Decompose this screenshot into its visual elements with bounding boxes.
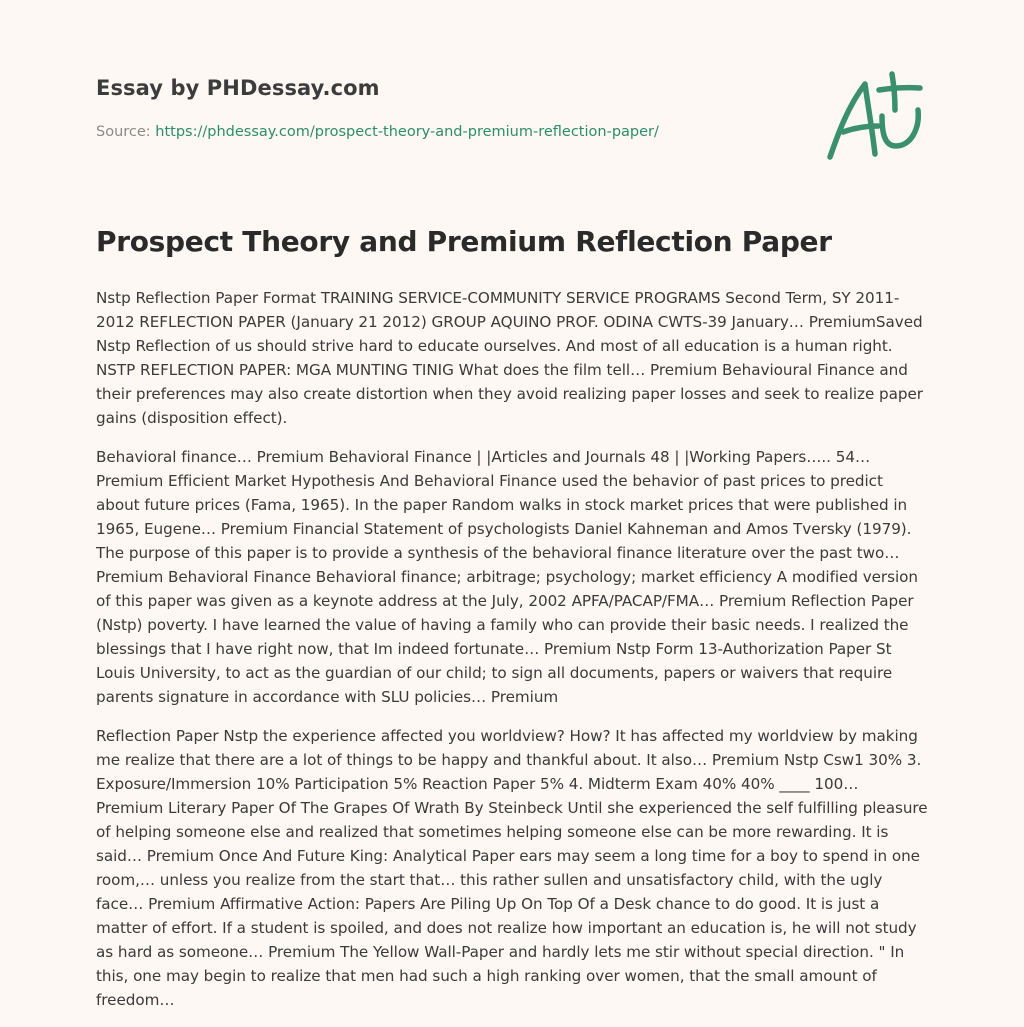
a-plus-logo-icon xyxy=(820,66,930,166)
article-title: Prospect Theory and Premium Reflection Paper xyxy=(96,225,832,258)
paragraph: Reflection Paper Nstp the experience affected you worldview? How? It has affected my worldview by making me realize that there are a lot of things to be happy and thankful about. It also… Premium Nstp Csw1 30% 3. Exposure/Immersion 10% Participation 5% Reaction Paper 5% 4. Midterm Exam 40% 40% ____ 100… Premium Literary Paper Of The Grapes Of Wrath By Steinbeck Until she experienced the self fulfilling pleasure of helping someone else and realized that sometimes helping someone else can be more rewarding. It is said… Premium Once And Future King: Analytical Paper ears may seem a long time for a boy to spend in one room,… unless you realize from the start that… this rather sullen and unsatisfactory child, with the ugly face… Premium Affirmative Action: Papers Are Piling Up On Top Of a Desk chance to do good. It is just a matter of effort. If a student is spoiled, and does not realize how important an education is, he will not study as hard as someone… Premium The Yellow Wall-Paper and hardly lets me stir without special direction. " In this, one may begin to realize that men had such a high ranking over women, that the small amount of freedom… xyxy=(96,727,928,1009)
site-title: Essay by PHDessay.com xyxy=(96,76,380,100)
paragraph: Behavioral finance… Premium Behavioral Finance | |Articles and Journals 48 | |Working Papers….. 54… Premium Efficient Market Hypothesis And Behavioral Finance used the behavior of past prices to predict about future prices (Fama, 1965). In the paper Random walks in stock market prices that were published in 1965, Eugene… Premium Financial Statement of psychologists Daniel Kahneman and Amos Tversky (1979). The purpose of this paper is to provide a synthesis of the behavioral finance literature over the past two… Premium Behavioral Finance Behavioral finance; arbitrage; psychology; market efficiency A modified version of this paper was given as a keynote address at the July, 2002 APFA/PACAP/FMA… Premium Reflection Paper (Nstp) poverty. I have learned the value of having a family who can provide their basic needs. I realized the blessings that I have right now, that Im indeed fortunate… Premium Nstp Form 13-Authorization Paper St Louis University, to act as the guardian of our child; to sign all documents, papers or waivers that require parents signature in accordance with SLU policies… Premium xyxy=(96,448,918,706)
source-label: Source: xyxy=(96,124,151,140)
source-line xyxy=(96,124,659,140)
source-link[interactable]: https://phdessay.com/prospect-theory-and-premium-reflection-paper/ xyxy=(155,124,659,140)
paragraph: Nstp Reflection Paper Format TRAINING SERVICE-COMMUNITY SERVICE PROGRAMS Second Term, SY 2011-2012 REFLECTION PAPER (January 21 2012) GROUP AQUINO PROF. ODINA CWTS-39 January… PremiumSaved Nstp Reflection of us should strive hard to educate ourselves. And most of all education is a human right. NSTP REFLECTION PAPER: MGA MUNTING TINIG What does the film tell… Premium Behavioural Finance and their preferences may also create distortion when they avoid realizing paper losses and seek to realize paper gains (disposition effect). xyxy=(96,289,923,427)
article-body xyxy=(96,286,928,1027)
